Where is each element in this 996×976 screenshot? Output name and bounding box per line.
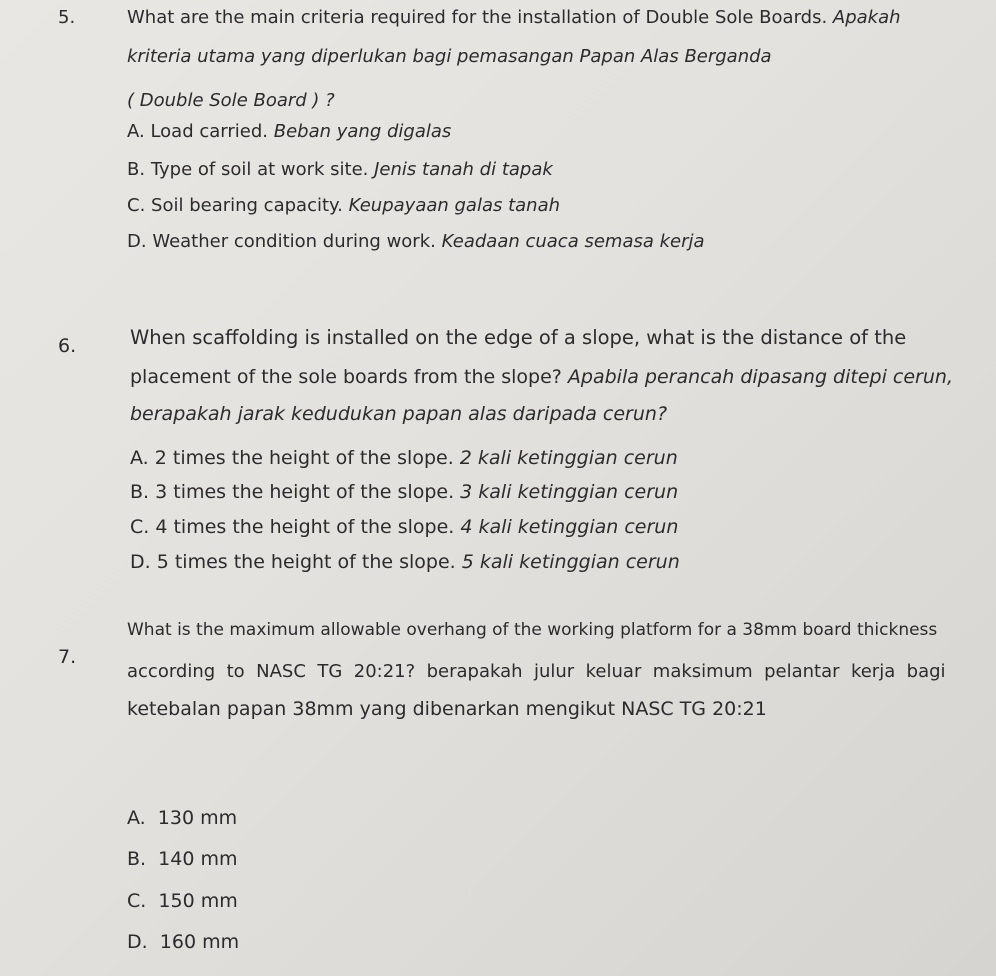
option-b[interactable]: B. 140 mm	[127, 848, 238, 870]
option-a[interactable]: A. 2 times the height of the slope. 2 kali ketinggian cerun	[130, 447, 678, 469]
question-text-line: ketebalan papan 38mm yang dibenarkan mengikut NASC TG 20:21	[127, 698, 767, 720]
option-d[interactable]: D. 5 times the height of the slope. 5 kali ketinggian cerun	[130, 551, 680, 573]
option-c[interactable]: C. 150 mm	[127, 890, 238, 912]
question-number: 7.	[58, 646, 77, 668]
question-number: 5.	[58, 7, 76, 28]
question-number: 6.	[58, 335, 77, 357]
question-text-line: kriteria utama yang diperlukan bagi pemasangan Papan Alas Berganda	[127, 46, 772, 67]
option-a[interactable]: A. 130 mm	[127, 807, 238, 829]
option-b[interactable]: B. 3 times the height of the slope. 3 kali ketinggian cerun	[130, 481, 679, 503]
option-c[interactable]: C. Soil bearing capacity. Keupayaan galas tanah	[127, 195, 561, 216]
option-a[interactable]: A. Load carried. Beban yang digalas	[127, 121, 452, 142]
question-text-line: placement of the sole boards from the slope? Apabila perancah dipasang ditepi cerun,	[130, 366, 953, 388]
option-d[interactable]: D. 160 mm	[127, 931, 240, 953]
option-c[interactable]: C. 4 times the height of the slope. 4 kali ketinggian cerun	[130, 516, 679, 538]
question-text-line: What are the main criteria required for the installation of Double Sole Boards. Apakah	[127, 7, 901, 28]
question-text-line: When scaffolding is installed on the edge of a slope, what is the distance of the	[130, 326, 907, 349]
option-b[interactable]: B. Type of soil at work site. Jenis tanah di tapak	[127, 159, 553, 180]
question-text-line: berapakah jarak kedudukan papan alas daripada cerun?	[130, 403, 668, 425]
question-text-line: ( Double Sole Board ) ?	[127, 90, 335, 111]
question-text-line: according to NASC TG 20:21? berapakah julur keluar maksimum pelantar kerja bagi	[127, 661, 946, 682]
option-d[interactable]: D. Weather condition during work. Keadaan cuaca semasa kerja	[127, 231, 705, 252]
question-text-line: What is the maximum allowable overhang of the working platform for a 38mm board thickness	[127, 620, 938, 640]
